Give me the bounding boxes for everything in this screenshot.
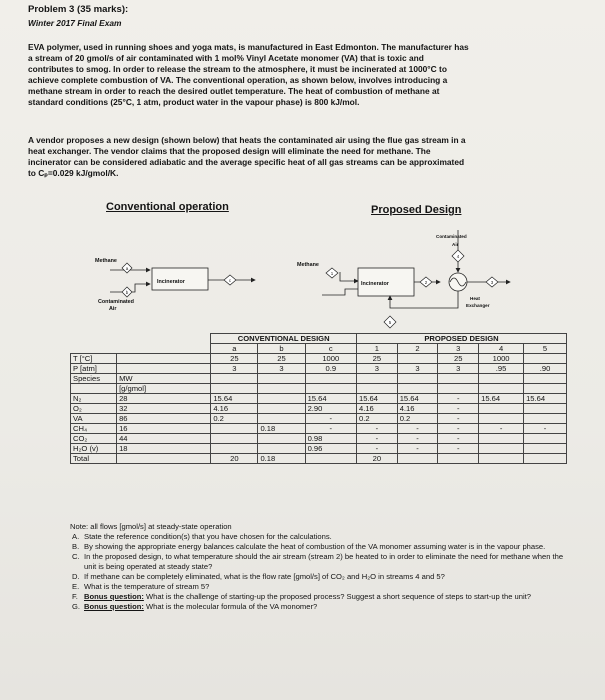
mw-cell: 18 (117, 444, 211, 454)
methane-label: Methane (95, 258, 117, 264)
mw-cell: 44 (117, 434, 211, 444)
question-letter: C. (72, 552, 80, 561)
row-label: P [atm] (71, 364, 117, 374)
table-row (71, 364, 567, 374)
table-cell: 25 (258, 354, 305, 364)
table-cell: 20 (356, 454, 397, 464)
table-cell: 25 (211, 354, 258, 364)
intro-line: methane stream in order to reach the desired outlet temperature. The heat of combustion of methane at (28, 86, 440, 96)
intro-line: achieve complete combustion of VA. The conventional operation, as shown below, involves introducing a (28, 75, 448, 85)
table-cell (479, 444, 524, 454)
stream-header: c (305, 344, 356, 354)
row-label: T [°C] (71, 354, 117, 364)
table-cell (479, 404, 524, 414)
table-cell: 15.64 (211, 394, 258, 404)
question-text: What is the molecular formula of the VA monomer? (143, 602, 318, 611)
table-cell: 25 (438, 354, 479, 364)
table-cell: 3 (397, 364, 438, 374)
vendor-line: incinerator can be considered adiabatic and the average specific heat of all gas streams can be approximated (28, 157, 465, 167)
table-row (71, 444, 567, 454)
stream-label: a (125, 266, 129, 271)
table-cell: 1000 (305, 354, 356, 364)
process-diagram (0, 0, 605, 340)
stream-header: a (211, 344, 258, 354)
question-item (72, 572, 572, 582)
stream-label: b (125, 290, 129, 295)
table-cell (524, 414, 567, 424)
proposed-heading: Proposed Design (371, 204, 462, 216)
conventional-heading: Conventional operation (106, 201, 229, 213)
intro-line: EVA polymer, used in running shoes and yoga mats, is manufactured in East Edmonton. The manufacturer has (28, 42, 469, 52)
table-cell (258, 434, 305, 444)
stream-header: b (258, 344, 305, 354)
stream-header: 1 (356, 344, 397, 354)
table-cell: 0.18 (258, 424, 305, 434)
table-cell: - (397, 424, 438, 434)
mw-header: MW (117, 374, 211, 384)
mw-unit: [g/gmol] (117, 384, 211, 394)
question-text: By showing the appropriate energy balances calculate the heat of combustion of the VA monomer assuming water is in the vapour phase. (84, 542, 546, 551)
proposed-table-title: PROPOSED DESIGN (356, 334, 566, 344)
table-row (71, 374, 567, 384)
bonus-item (72, 592, 572, 602)
mw-cell: 32 (117, 404, 211, 414)
intro-line: contributes to smog. In order to release the stream to the atmosphere, it must be incinerated at 1000°C to (28, 64, 447, 74)
stream-label: 4 (456, 254, 460, 259)
table-cell: - (438, 444, 479, 454)
question-letter: B. (72, 542, 80, 551)
exchanger-label: Exchanger (466, 303, 490, 308)
species-label: O₂ (71, 404, 117, 414)
question-letter: A. (72, 532, 80, 541)
stream-header: 3 (438, 344, 479, 354)
question-letter: E. (72, 582, 80, 591)
table-cell: - (356, 434, 397, 444)
conventional-table-title: CONVENTIONAL DESIGN (211, 334, 357, 344)
mw-cell (117, 364, 211, 374)
table-cell: 3 (211, 364, 258, 374)
table-cell (524, 444, 567, 454)
problem-title: Problem 3 (35 marks): (28, 4, 129, 15)
table-cell: - (397, 434, 438, 444)
table-cell: - (397, 444, 438, 454)
table-cell: 4.16 (356, 404, 397, 414)
methane-line-proposed (340, 272, 358, 281)
species-label: H₂O (v) (71, 444, 117, 454)
table-row (71, 384, 567, 394)
table-cell: 3 (438, 364, 479, 374)
table-cell: .90 (524, 364, 567, 374)
table-cell (211, 424, 258, 434)
question-item (72, 582, 572, 592)
table-cell: 4.16 (397, 404, 438, 414)
air-label-proposed: Air (452, 242, 459, 247)
contaminated-air-label-proposed: Contaminated (436, 234, 467, 239)
questions-list (72, 522, 572, 612)
table-cell: - (356, 424, 397, 434)
table-cell (479, 414, 524, 424)
table-row (71, 424, 567, 434)
table-row (71, 394, 567, 404)
question-text: In the proposed design, to what temperature should the air stream (stream 2) be heated to in order to eliminate the need for methane when the unit is being operated at steady state? (84, 552, 564, 571)
total-label: Total (71, 454, 117, 464)
table-cell: 0.96 (305, 444, 356, 454)
table-cell: - (438, 404, 479, 414)
table-cell: - (438, 394, 479, 404)
table-note: Note: all flows [gmol/s] at steady-state operation (70, 522, 232, 531)
air-label: Air (109, 306, 117, 312)
table-cell (258, 444, 305, 454)
question-letter: F. (72, 592, 78, 601)
air-feed-line (322, 289, 358, 295)
table-cell: 0.2 (356, 414, 397, 424)
bonus-label: Bonus question: (84, 602, 144, 611)
stream-row (71, 344, 567, 354)
table-cell: - (438, 414, 479, 424)
table-cell: 4.16 (211, 404, 258, 414)
bonus-item (72, 602, 572, 612)
table-row (71, 404, 567, 414)
table-cell (524, 404, 567, 414)
row-label: Species (71, 374, 117, 384)
table-cell: 3 (258, 364, 305, 374)
table-cell: 25 (356, 354, 397, 364)
table-cell (258, 394, 305, 404)
table-row (71, 354, 567, 364)
table-cell: 1000 (479, 354, 524, 364)
table-cell: 0.98 (305, 434, 356, 444)
table-cell: 20 (211, 454, 258, 464)
table-cell: 0.2 (211, 414, 258, 424)
mw-cell: 16 (117, 424, 211, 434)
mw-cell: 28 (117, 394, 211, 404)
table-cell (479, 434, 524, 444)
table-cell: 0.18 (258, 454, 305, 464)
intro-line: a stream of 20 gmol/s of air contaminated with 1 mol% Vinyl Acetate monomer (VA) that is toxic and (28, 53, 424, 63)
table-cell: - (356, 444, 397, 454)
stream-header: 4 (479, 344, 524, 354)
question-letter: D. (72, 572, 80, 581)
table-cell: - (524, 424, 567, 434)
stream-label: c (228, 278, 232, 283)
table-cell: - (479, 424, 524, 434)
stream-label: 1 (330, 271, 334, 276)
question-item (72, 542, 572, 552)
stream-table (70, 333, 567, 464)
table-cell: 15.64 (524, 394, 567, 404)
table-cell: 3 (356, 364, 397, 374)
table-cell: .95 (479, 364, 524, 374)
table-cell: - (305, 414, 356, 424)
incinerator-label: Incinerator (157, 279, 185, 285)
methane-label-proposed: Methane (297, 262, 319, 268)
question-text: What is the temperature of stream 5? (84, 582, 210, 591)
table-cell: 15.64 (397, 394, 438, 404)
bonus-label: Bonus question: (84, 592, 144, 601)
stream-header: 2 (397, 344, 438, 354)
table-cell (397, 354, 438, 364)
mw-cell: 86 (117, 414, 211, 424)
vendor-line: heat exchanger. The vendor claims that the proposed design will eliminate the need for methane. The (28, 146, 431, 156)
table-row (71, 434, 567, 444)
question-letter: G. (72, 602, 81, 611)
species-label: CO₂ (71, 434, 117, 444)
question-text: What is the challenge of starting-up the proposed process? Suggest a short sequence of steps to start-up the unit? (143, 592, 531, 601)
table-cell: 15.64 (356, 394, 397, 404)
heat-label: Heat (470, 296, 480, 301)
question-item (72, 552, 572, 572)
intro-line: standard conditions (25°C, 1 atm, product water in the vapour phase) is 800 kJ/mol. (28, 97, 360, 107)
incinerator-label-proposed: Incinerator (361, 281, 389, 287)
table-cell (258, 404, 305, 414)
table-cell: - (438, 424, 479, 434)
table-cell (211, 434, 258, 444)
table-cell (211, 444, 258, 454)
stream-label: 3 (490, 280, 494, 285)
total-row (71, 454, 567, 464)
table-cell (258, 414, 305, 424)
species-label: N₂ (71, 394, 117, 404)
table-cell: 2.90 (305, 404, 356, 414)
table-cell: 0.9 (305, 364, 356, 374)
stream-header: 5 (524, 344, 567, 354)
table-cell (524, 434, 567, 444)
question-text: State the reference condition(s) that you have chosen for the calculations. (84, 532, 332, 541)
stream-label: 5 (388, 320, 392, 325)
vendor-line: to Cₚ=0.029 kJ/gmol/K. (28, 168, 119, 178)
species-label: CH₄ (71, 424, 117, 434)
table-cell (524, 354, 567, 364)
contaminated-air-label: Contaminated (98, 299, 134, 305)
table-row (71, 414, 567, 424)
table-cell: - (305, 424, 356, 434)
question-text: If methane can be completely eliminated, what is the flow rate [gmol/s] of CO₂ and H₂O in streams 4 and 5? (84, 572, 445, 581)
exam-title: Winter 2017 Final Exam (28, 18, 122, 28)
table-cell: 0.2 (397, 414, 438, 424)
vendor-line: A vendor proposes a new design (shown below) that heats the contaminated air using the flue gas stream in a (28, 135, 466, 145)
table-cell: 15.64 (479, 394, 524, 404)
stream-label: 2 (424, 280, 428, 285)
table-cell: 15.64 (305, 394, 356, 404)
table-cell: - (438, 434, 479, 444)
species-label: VA (71, 414, 117, 424)
mw-cell (117, 354, 211, 364)
question-item (72, 532, 572, 542)
